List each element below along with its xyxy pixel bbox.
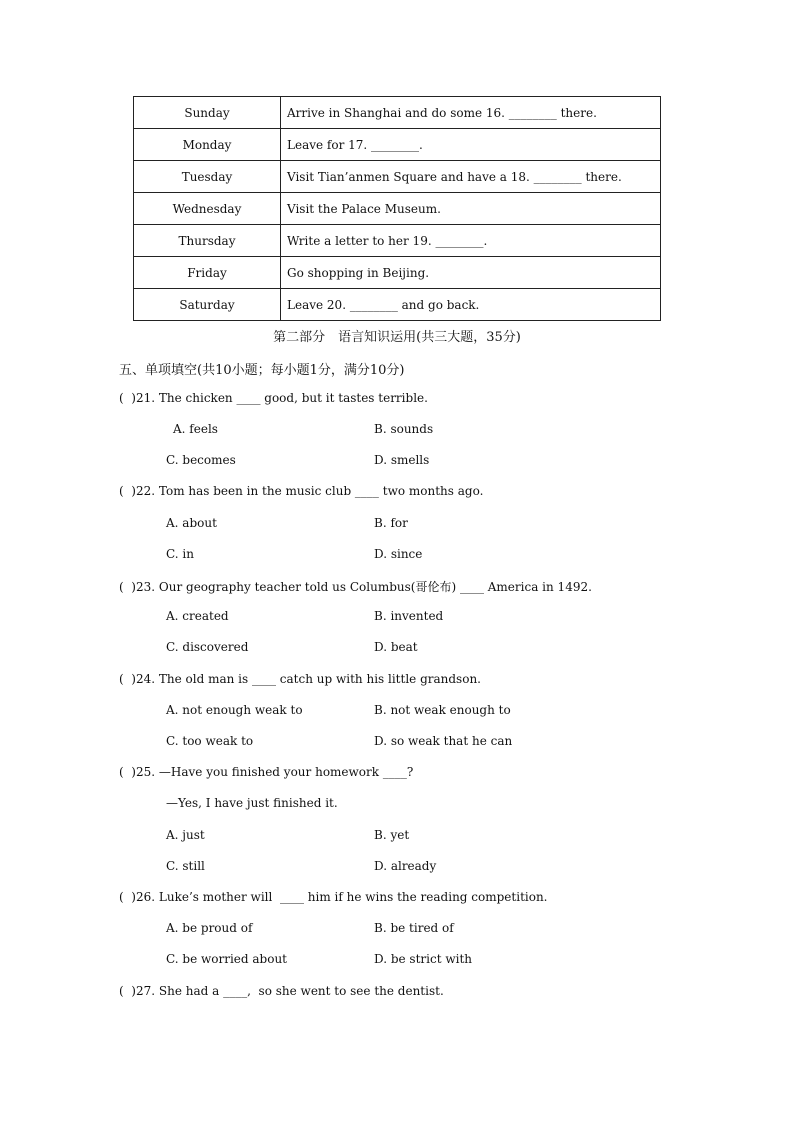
option-d: D. so weak that he can (374, 734, 513, 748)
plan-cell: Write a letter to her 19. ________. (281, 225, 661, 257)
option-a: A. be proud of (166, 921, 253, 935)
plan-cell: Leave for 17. ________. (281, 129, 661, 161)
option-a: A. about (166, 516, 217, 530)
table-row (134, 161, 661, 193)
day-cell: Thursday (134, 225, 281, 257)
option-c: C. be worried about (166, 952, 287, 966)
table-row (134, 257, 661, 289)
plan-cell: Leave 20. ________ and go back. (281, 289, 661, 321)
day-cell: Tuesday (134, 161, 281, 193)
day-cell: Friday (134, 257, 281, 289)
table-row (134, 289, 661, 321)
day-cell: Monday (134, 129, 281, 161)
plan-cell: Arrive in Shanghai and do some 16. ________ there. (281, 97, 661, 129)
option-d: D. since (374, 547, 423, 561)
table-row (134, 97, 661, 129)
option-d: D. smells (374, 453, 430, 467)
option-c: C. still (166, 859, 205, 873)
option-a: A. just (166, 828, 205, 842)
question-stem: ( )25. —Have you finished your homework ____? (119, 765, 414, 779)
option-a: A. not enough weak to (166, 703, 303, 717)
plan-cell: Go shopping in Beijing. (281, 257, 661, 289)
option-c: C. in (166, 547, 194, 561)
option-d: D. be strict with (374, 952, 472, 966)
section-title: 五、单项填空(共10小题；每小题1分，满分10分) (119, 363, 405, 378)
option-b: B. be tired of (374, 921, 454, 935)
option-c: C. discovered (166, 640, 249, 654)
day-cell: Saturday (134, 289, 281, 321)
option-a: A. created (166, 609, 229, 623)
question-stem: ( )27. She had a ____, so she went to see the dentist. (119, 984, 444, 998)
schedule-table (133, 96, 661, 321)
table-row (134, 193, 661, 225)
option-b: B. yet (374, 828, 410, 842)
question-reply: —Yes, I have just finished it. (166, 796, 338, 810)
option-d: D. beat (374, 640, 418, 654)
option-a: A. feels (173, 422, 218, 436)
option-b: B. sounds (374, 422, 434, 436)
part-title: 第二部分 语言知识运用(共三大题，35分) (273, 330, 521, 345)
option-b: B. invented (374, 609, 444, 623)
day-cell: Sunday (134, 97, 281, 129)
question-stem: ( )24. The old man is ____ catch up with his little grandson. (119, 672, 481, 686)
question-stem: ( )21. The chicken ____ good, but it tastes terrible. (119, 391, 428, 405)
plan-cell: Visit Tian’anmen Square and have a 18. ________ there. (281, 161, 661, 193)
table-row (134, 225, 661, 257)
option-b: B. for (374, 516, 408, 530)
option-b: B. not weak enough to (374, 703, 511, 717)
option-c: C. becomes (166, 453, 236, 467)
question-stem: ( )22. Tom has been in the music club ____ two months ago. (119, 484, 484, 498)
option-d: D. already (374, 859, 437, 873)
option-c: C. too weak to (166, 734, 254, 748)
table-row (134, 129, 661, 161)
day-cell: Wednesday (134, 193, 281, 225)
plan-cell: Visit the Palace Museum. (281, 193, 661, 225)
question-stem: ( )23. Our geography teacher told us Columbus(哥伦布) ____ America in 1492. (119, 580, 592, 594)
question-stem: ( )26. Luke’s mother will ____ him if he wins the reading competition. (119, 890, 548, 904)
